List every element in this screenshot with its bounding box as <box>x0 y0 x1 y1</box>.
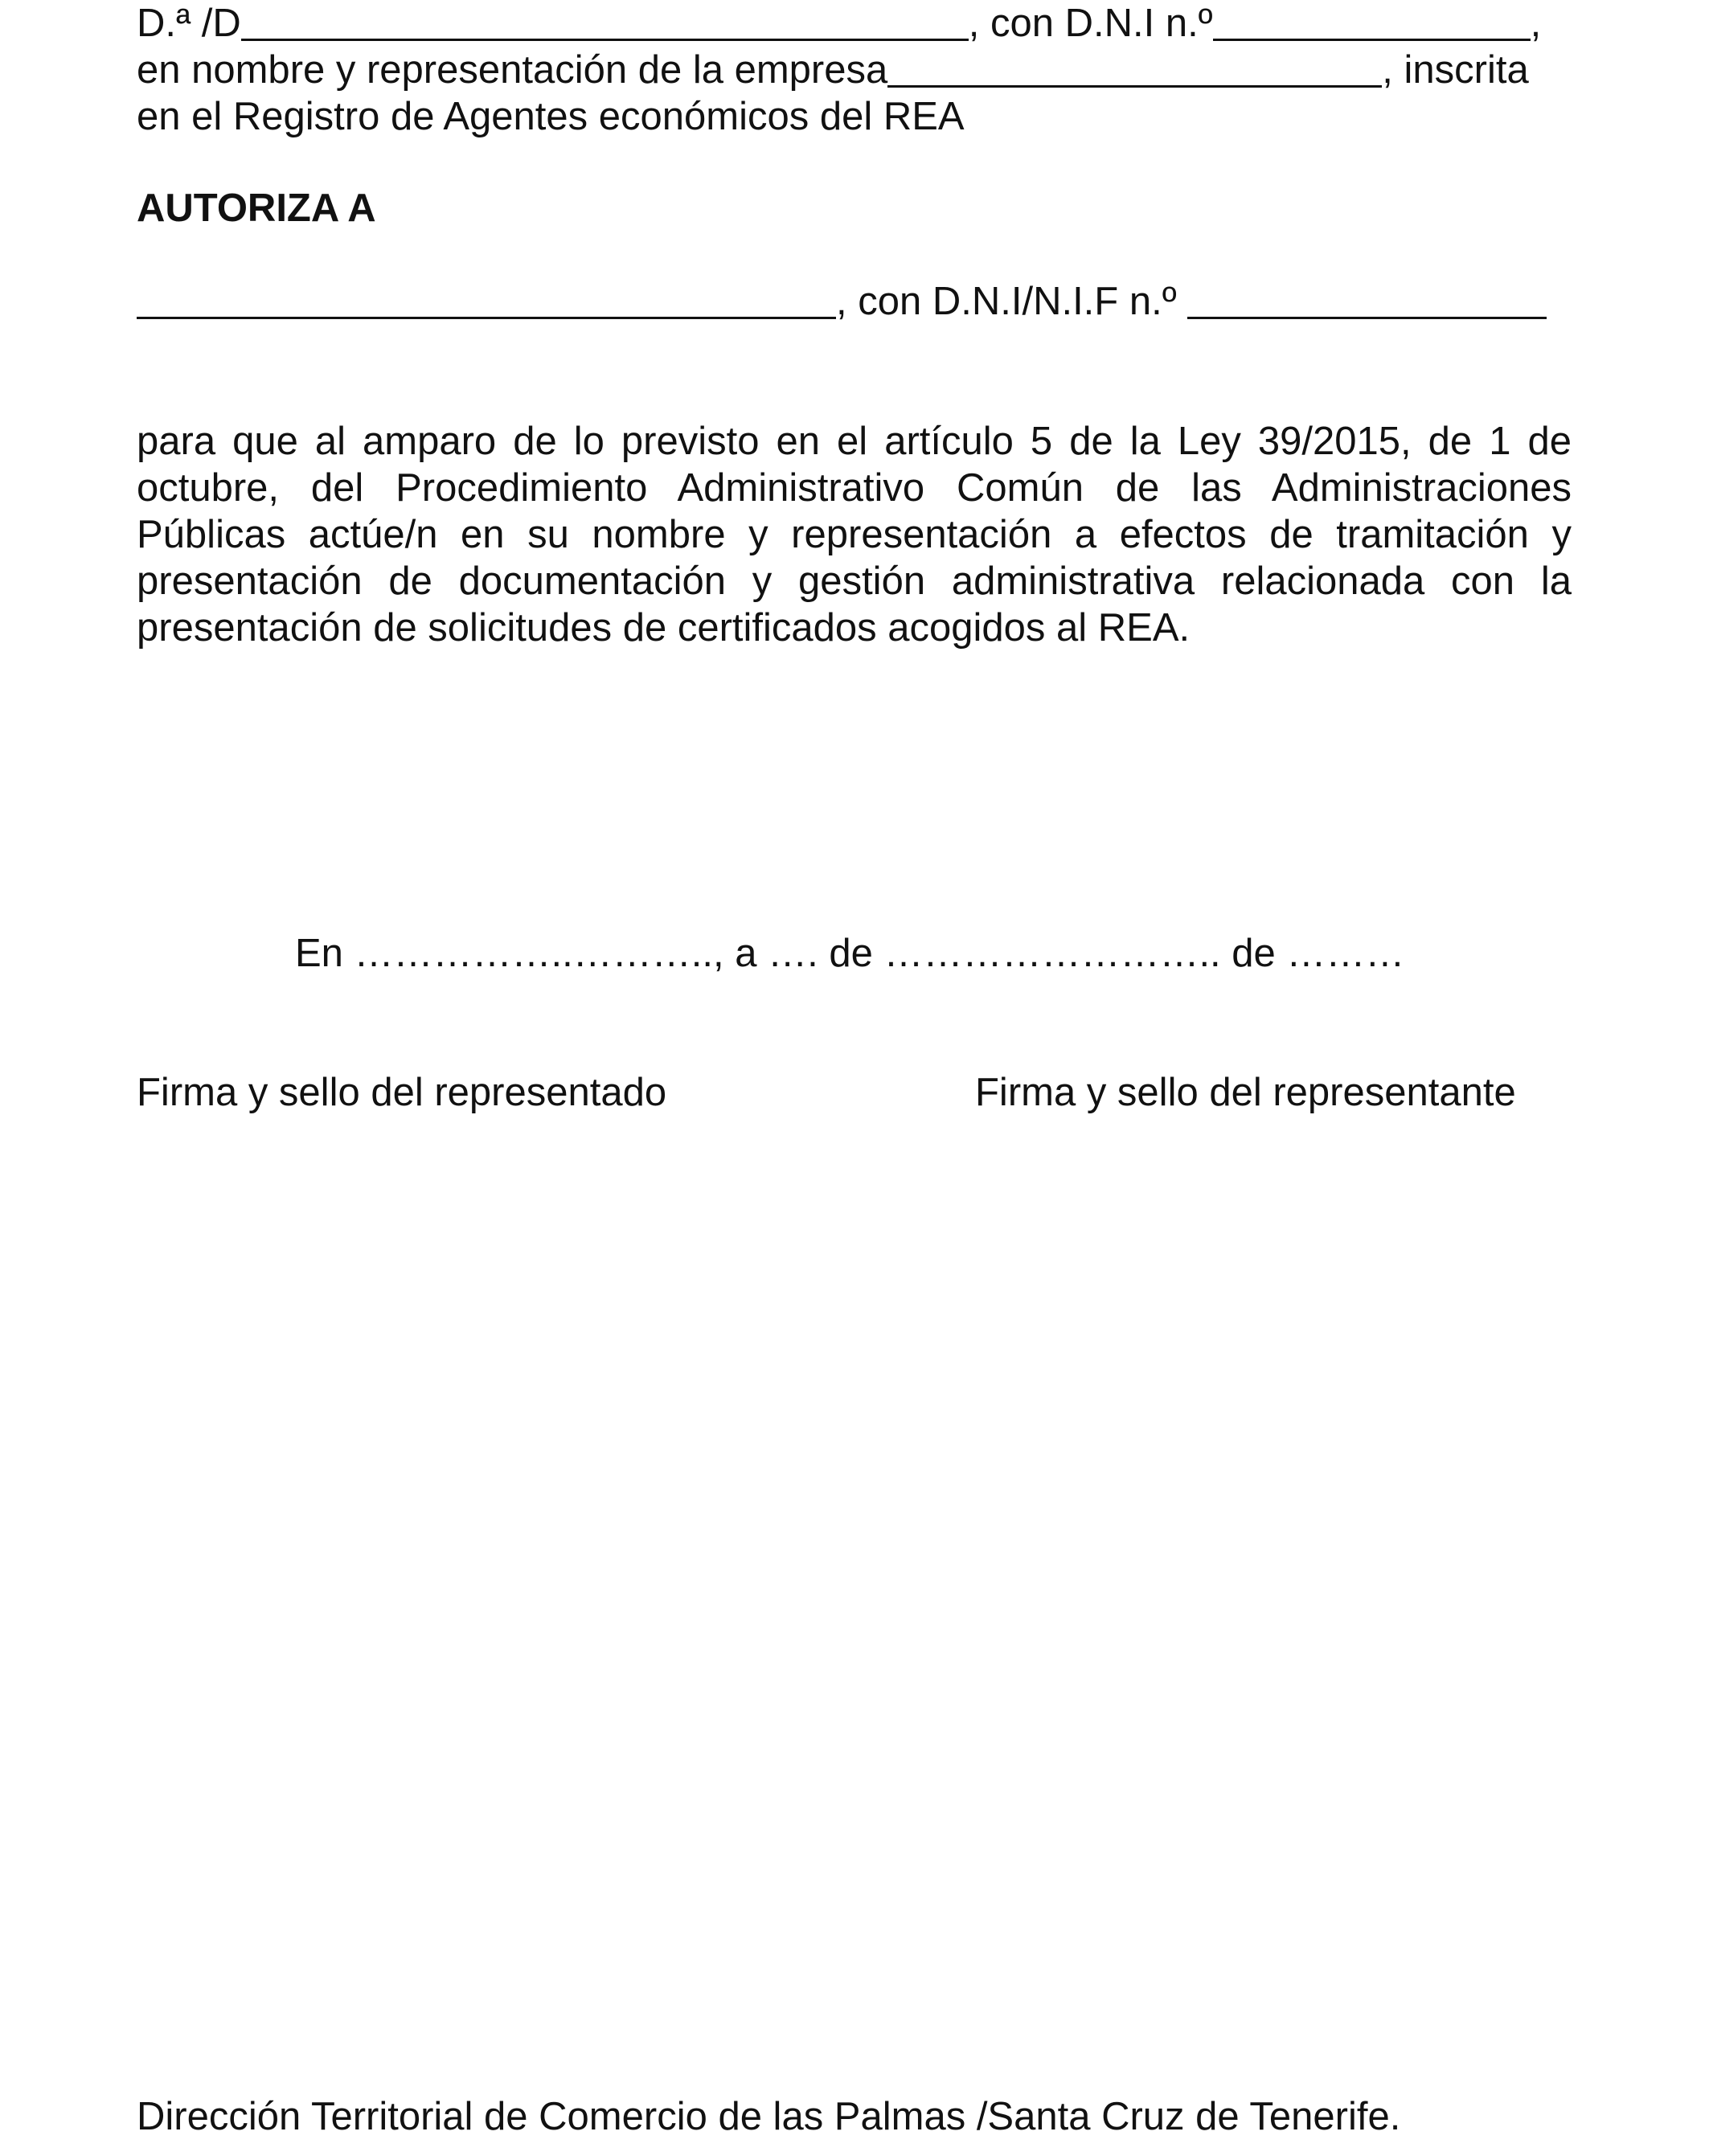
registry-line: en el Registro de Agentes económicos del REA <box>137 95 965 138</box>
applicant-dni-field[interactable] <box>1213 2 1531 41</box>
paragraph-line-3: Públicas actúe/n en su nombre y representación a efectos de tramitación y <box>137 513 1572 556</box>
applicant-line <box>137 0 1541 47</box>
company-prefix: en nombre y representación de la empresa <box>137 48 888 92</box>
paragraph-line-4: presentación de documentación y gestión administrativa relacionada con la <box>137 559 1572 603</box>
signature-representative: Firma y sello del representante <box>975 1071 1516 1114</box>
applicant-prefix: D.ª /D <box>137 2 241 45</box>
representative-name-field[interactable] <box>137 280 836 319</box>
company-suffix: , inscrita <box>1382 48 1529 92</box>
date-place-line: En ……………..……….., a …. de …………………….. de ……… <box>295 932 1405 975</box>
footer-office: Dirección Territorial de Comercio de las Palmas /Santa Cruz de Tenerife. <box>137 2095 1401 2138</box>
paragraph-line-5: presentación de solicitudes de certificados acogidos al REA. <box>137 606 1191 650</box>
paragraph-line-2: octubre, del Procedimiento Administrativo Común de las Administraciones <box>137 466 1572 510</box>
representative-nif-field[interactable] <box>1187 280 1547 319</box>
authorize-heading: AUTORIZA A <box>137 186 376 230</box>
applicant-name-field[interactable] <box>241 2 969 41</box>
company-name-field[interactable] <box>887 48 1382 88</box>
paragraph-line-1: para que al amparo de lo previsto en el artículo 5 de la Ley 39/2015, de 1 de <box>137 420 1572 463</box>
representative-nif-label: , con D.N.I/N.I.F n.º <box>836 280 1188 323</box>
company-line <box>137 47 1529 93</box>
representative-line <box>137 278 1547 325</box>
applicant-dni-label: , con D.N.I n.º <box>968 2 1213 45</box>
signature-represented: Firma y sello del representado <box>137 1071 667 1114</box>
applicant-line-suffix: , <box>1530 2 1542 45</box>
